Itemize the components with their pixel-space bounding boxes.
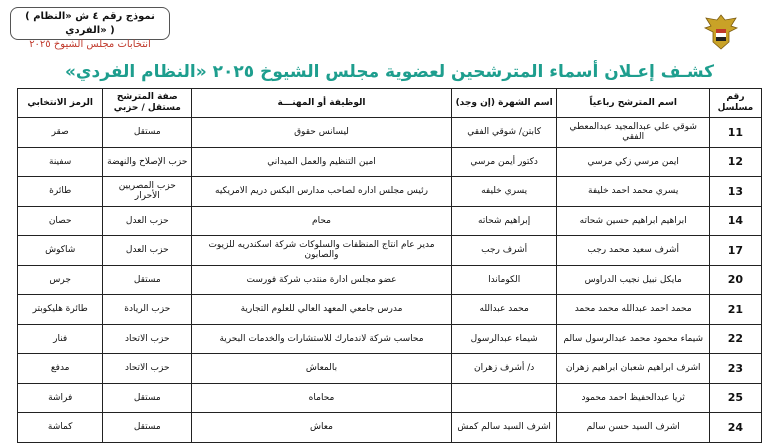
table-row	[18, 383, 762, 413]
cell-type: حزب العدل	[103, 206, 192, 236]
cell-job: محاماه	[192, 383, 452, 413]
cell-fame: الكوماندا	[451, 265, 557, 295]
page-title: كشـف إعـلان أسماء المترشحين لعضوية مجلس الشيوخ ٢٠٢٥ «النظام الفردي»	[64, 62, 715, 82]
cell-type: حزب العدل	[103, 236, 192, 266]
cell-job: بالمعاش	[192, 354, 452, 384]
cell-job: محام	[192, 206, 452, 236]
cell-job: امين التنظيم والعمل الميداني	[192, 147, 452, 177]
cell-type: مستقل	[103, 383, 192, 413]
cell-fame: دكتور أيمن مرسي	[451, 147, 557, 177]
cell-name: ايمن مرسي زكي مرسي	[557, 147, 709, 177]
header-type: صفة المترشح مستقل / حزبي	[103, 89, 192, 118]
cell-job: رئيس مجلس اداره لصاحب مدارس البكس دريم الامريكيه	[192, 177, 452, 207]
header-fame: اسم الشهرة (إن وجد)	[451, 89, 557, 118]
cell-num: 11	[709, 118, 761, 148]
cell-num: 21	[709, 295, 761, 325]
cell-symbol: فراشة	[18, 383, 103, 413]
cell-name: محمد احمد عبدالله محمد محمد	[557, 295, 709, 325]
cell-type: حزب الاتحاد	[103, 324, 192, 354]
cell-num: 20	[709, 265, 761, 295]
cell-type: مستقل	[103, 118, 192, 148]
header-symbol: الرمز الانتخابي	[18, 89, 103, 118]
cell-fame: د/ أشرف زهران	[451, 354, 557, 384]
cell-symbol: مدفع	[18, 354, 103, 384]
table-row	[18, 118, 762, 148]
cell-fame: يسري خليفه	[451, 177, 557, 207]
cell-type: حزب الريادة	[103, 295, 192, 325]
cell-name: أشرف سعيد محمد رجب	[557, 236, 709, 266]
cell-name: ابراهيم ابراهيم حسين شحاته	[557, 206, 709, 236]
cell-name: مايكل نبيل نجيب الدراوس	[557, 265, 709, 295]
table-header-row	[18, 89, 762, 118]
table-row	[18, 295, 762, 325]
cell-type: مستقل	[103, 265, 192, 295]
cell-type: حزب المصريين الأحرار	[103, 177, 192, 207]
cell-name: اشرف ابراهيم شعبان ابراهيم زهران	[557, 354, 709, 384]
cell-symbol: صقر	[18, 118, 103, 148]
table-row	[18, 265, 762, 295]
form-number: ( نموذج رقم ٤ ش «النظام الفردي» )	[25, 11, 155, 36]
cell-fame: أشرف رجب	[451, 236, 557, 266]
cell-job: عضو مجلس ادارة منتدب شركة فورست	[192, 265, 452, 295]
cell-fame: كابتن/ شوقي الفقي	[451, 118, 557, 148]
cell-job: معاش	[192, 413, 452, 443]
cell-fame: اشرف السيد سالم كمش	[451, 413, 557, 443]
table-row	[18, 206, 762, 236]
cell-symbol: جرس	[18, 265, 103, 295]
table-row	[18, 324, 762, 354]
cell-num: 12	[709, 147, 761, 177]
eagle-emblem-icon	[703, 12, 739, 52]
table-row	[18, 236, 762, 266]
table-row	[18, 147, 762, 177]
cell-name: شوقي علي عبدالمجيد عبدالمعطي الفقي	[557, 118, 709, 148]
cell-symbol: طائرة	[18, 177, 103, 207]
candidates-table	[17, 88, 762, 443]
cell-num: 22	[709, 324, 761, 354]
cell-num: 13	[709, 177, 761, 207]
cell-fame	[451, 383, 557, 413]
cell-symbol: طائرة هليكوبتر	[18, 295, 103, 325]
cell-num: 23	[709, 354, 761, 384]
form-number-box	[10, 7, 170, 50]
cell-job: محاسب شركة لاندمارك للاستشارات والخدمات البحرية	[192, 324, 452, 354]
cell-job: مدير عام انتاج المنظفات والسلوكات شركة اسكندريه للزيوت والصابون	[192, 236, 452, 266]
cell-num: 14	[709, 206, 761, 236]
cell-name: ثريا عبدالحفيظ احمد محمود	[557, 383, 709, 413]
cell-fame: محمد عبدالله	[451, 295, 557, 325]
election-name: انتخابات مجلس الشيوخ ٢٠٢٥	[29, 39, 151, 50]
table-row	[18, 177, 762, 207]
cell-num: 25	[709, 383, 761, 413]
cell-symbol: فنار	[18, 324, 103, 354]
header-num: رقم مسلسل	[709, 89, 761, 118]
cell-name: شيماء محمود محمد عبدالرسول سالم	[557, 324, 709, 354]
cell-num: 24	[709, 413, 761, 443]
cell-name: يسري محمد احمد خليفة	[557, 177, 709, 207]
cell-name: اشرف السيد حسن سالم	[557, 413, 709, 443]
cell-type: مستقل	[103, 413, 192, 443]
cell-fame: شيماء عبدالرسول	[451, 324, 557, 354]
header-name: اسم المترشح رباعياً	[557, 89, 709, 118]
cell-job: ليسانس حقوق	[192, 118, 452, 148]
cell-type: حزب الإصلاح والنهضة	[103, 147, 192, 177]
cell-symbol: كماشة	[18, 413, 103, 443]
header-job: الوظيفة أو المهنـــة	[192, 89, 452, 118]
cell-symbol: سفينة	[18, 147, 103, 177]
table-row	[18, 354, 762, 384]
cell-symbol: شاكوش	[18, 236, 103, 266]
table-row	[18, 413, 762, 443]
cell-num: 17	[709, 236, 761, 266]
cell-job: مدرس جامعي المعهد العالي للعلوم التجارية	[192, 295, 452, 325]
cell-type: حزب الاتحاد	[103, 354, 192, 384]
cell-fame: إبراهيم شحاته	[451, 206, 557, 236]
cell-symbol: حصان	[18, 206, 103, 236]
